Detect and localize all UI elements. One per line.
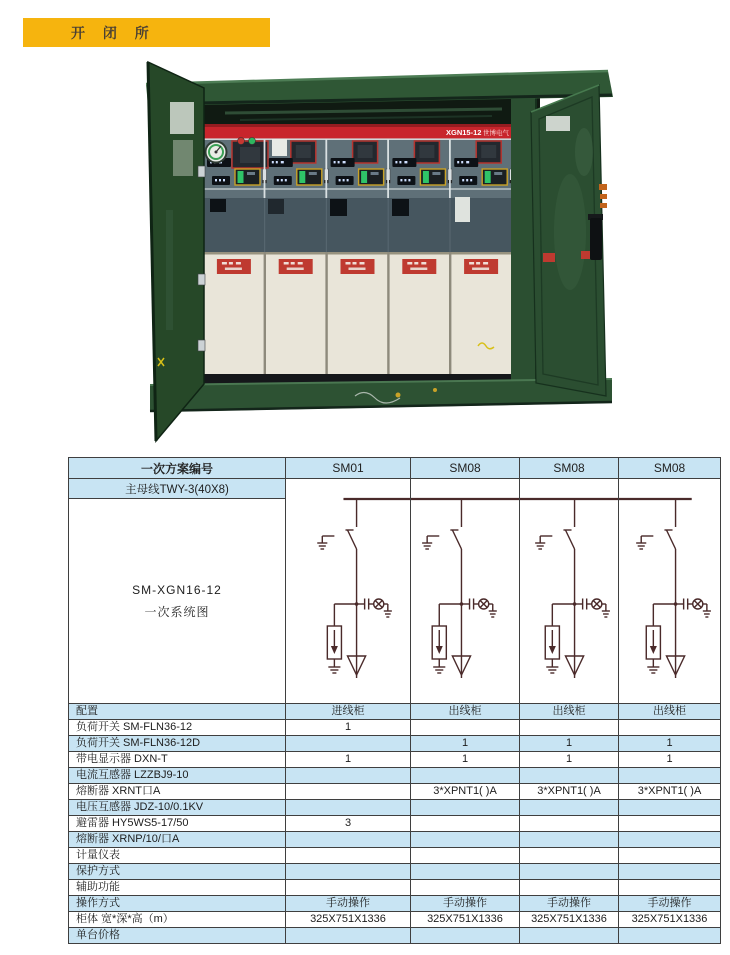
config-value-cell: 1 [619, 752, 721, 768]
config-value-cell: 手动操作 [619, 896, 721, 912]
config-value-cell: 出线柜 [619, 704, 721, 720]
left-door [148, 62, 205, 441]
config-value-cell [411, 928, 520, 944]
hinge [600, 203, 607, 208]
config-row-label: 负荷开关 SM-FLN36-12 [69, 720, 286, 736]
diagram-model-label: SM-XGN16-12 [132, 583, 222, 597]
config-value-cell [520, 800, 619, 816]
config-row [69, 896, 721, 912]
config-value-cell: 手动操作 [520, 896, 619, 912]
config-value-cell: 进线柜 [286, 704, 411, 720]
config-row [69, 880, 721, 896]
config-table-body [69, 704, 721, 944]
config-value-cell [286, 832, 411, 848]
hinge [198, 274, 205, 285]
config-row-label: 熔断器 XRNP/10/口A [69, 832, 286, 848]
scheme-header-label: 一次方案编号 [69, 458, 286, 479]
scheme-sm08-1: SM08 [411, 458, 520, 479]
scheme-sm08-3: SM08 [619, 458, 721, 479]
config-value-cell [411, 816, 520, 832]
one-line-diagram [619, 479, 720, 703]
config-row-label: 避雷器 HY5WS5-17/50 [69, 816, 286, 832]
spec-table [68, 457, 721, 944]
config-value-cell [619, 864, 721, 880]
hinge [198, 166, 205, 177]
scheme-header-row [69, 458, 721, 479]
config-value-cell: 325X751X1336 [286, 912, 411, 928]
switchgear-brand-label: 世博电气 [483, 130, 509, 137]
one-line-diagram-outgoing-2 [520, 479, 619, 704]
config-row-label: 电压互感器 JDZ-10/0.1KV [69, 800, 286, 816]
scheme-sm01: SM01 [286, 458, 411, 479]
config-value-cell [619, 880, 721, 896]
config-value-cell: 3*XPNT1( )A [619, 784, 721, 800]
config-row [69, 752, 721, 768]
config-value-cell [520, 864, 619, 880]
config-value-cell [520, 816, 619, 832]
config-value-cell [520, 880, 619, 896]
config-value-cell [411, 800, 520, 816]
config-row-label: 电流互感器 LZZBJ9-10 [69, 768, 286, 784]
config-row [69, 768, 721, 784]
one-line-diagram [411, 479, 519, 703]
config-value-cell [520, 848, 619, 864]
config-row-label: 配置 [69, 704, 286, 720]
config-row-label: 保护方式 [69, 864, 286, 880]
config-value-cell [286, 784, 411, 800]
config-value-cell: 1 [520, 736, 619, 752]
config-value-cell [411, 720, 520, 736]
config-value-cell: 1 [411, 752, 520, 768]
config-row [69, 928, 721, 944]
config-value-cell: 1 [520, 752, 619, 768]
config-row-label: 单台价格 [69, 928, 286, 944]
config-row-label: 带电显示器 DXN-T [69, 752, 286, 768]
right-door [531, 85, 607, 396]
diagram-label-cell [69, 499, 286, 704]
config-row [69, 720, 721, 736]
config-value-cell [520, 720, 619, 736]
config-value-cell [520, 832, 619, 848]
config-row [69, 912, 721, 928]
config-value-cell: 出线柜 [520, 704, 619, 720]
diagram-caption: 一次系统图 [144, 605, 210, 619]
config-value-cell: 3 [286, 816, 411, 832]
config-value-cell [520, 768, 619, 784]
config-row-label: 负荷开关 SM-FLN36-12D [69, 736, 286, 752]
config-value-cell [411, 848, 520, 864]
hinge [600, 194, 607, 199]
one-line-diagram-outgoing-3 [619, 479, 721, 704]
config-value-cell: 1 [286, 752, 411, 768]
config-value-cell [619, 720, 721, 736]
switchgear-model-label: XGN15-12 [446, 128, 482, 137]
config-row [69, 848, 721, 864]
left-door-label [170, 102, 194, 134]
config-row-label: 熔断器 XRNT口A [69, 784, 286, 800]
config-row-label: 柜体 宽*深*高（m） [69, 912, 286, 928]
config-value-cell [619, 928, 721, 944]
config-value-cell [619, 816, 721, 832]
config-value-cell [520, 928, 619, 944]
config-value-cell [286, 864, 411, 880]
config-value-cell [286, 928, 411, 944]
config-value-cell: 325X751X1336 [619, 912, 721, 928]
config-value-cell: 出线柜 [411, 704, 520, 720]
config-value-cell [411, 768, 520, 784]
config-row [69, 784, 721, 800]
config-value-cell [286, 736, 411, 752]
one-line-diagram [286, 479, 410, 703]
config-value-cell: 3*XPNT1( )A [411, 784, 520, 800]
config-row-label: 计量仪表 [69, 848, 286, 864]
config-value-cell [619, 848, 721, 864]
config-value-cell [286, 880, 411, 896]
config-value-cell: 1 [286, 720, 411, 736]
config-row [69, 864, 721, 880]
config-value-cell [286, 800, 411, 816]
config-row [69, 816, 721, 832]
config-value-cell: 1 [619, 736, 721, 752]
section-banner-label: 开 闭 所 [71, 24, 156, 41]
config-row [69, 832, 721, 848]
config-value-cell: 1 [411, 736, 520, 752]
paper-label [455, 197, 470, 222]
one-line-diagram-incoming [286, 479, 411, 704]
one-line-diagram [520, 479, 618, 703]
one-line-diagram-outgoing-1 [411, 479, 520, 704]
hinge [599, 184, 607, 190]
config-row-label: 操作方式 [69, 896, 286, 912]
config-value-cell [286, 768, 411, 784]
right-door-label [546, 116, 570, 131]
hinge [198, 340, 205, 351]
config-row-label: 辅助功能 [69, 880, 286, 896]
config-value-cell [619, 832, 721, 848]
config-row [69, 736, 721, 752]
config-value-cell [411, 880, 520, 896]
config-value-cell: 3*XPNT1( )A [520, 784, 619, 800]
config-value-cell [286, 848, 411, 864]
config-value-cell [619, 800, 721, 816]
busbar-label: 主母线TWY-3(40X8) [69, 479, 286, 499]
config-value-cell: 325X751X1336 [520, 912, 619, 928]
config-value-cell: 手动操作 [286, 896, 411, 912]
config-value-cell [411, 832, 520, 848]
door-handle [590, 218, 602, 260]
config-value-cell [411, 864, 520, 880]
scheme-sm08-2: SM08 [520, 458, 619, 479]
cabinet-photo [0, 0, 730, 460]
config-value-cell: 手动操作 [411, 896, 520, 912]
config-value-cell: 325X751X1336 [411, 912, 520, 928]
busbar-row [69, 479, 721, 499]
config-row [69, 800, 721, 816]
config-row [69, 704, 721, 720]
config-value-cell [619, 768, 721, 784]
